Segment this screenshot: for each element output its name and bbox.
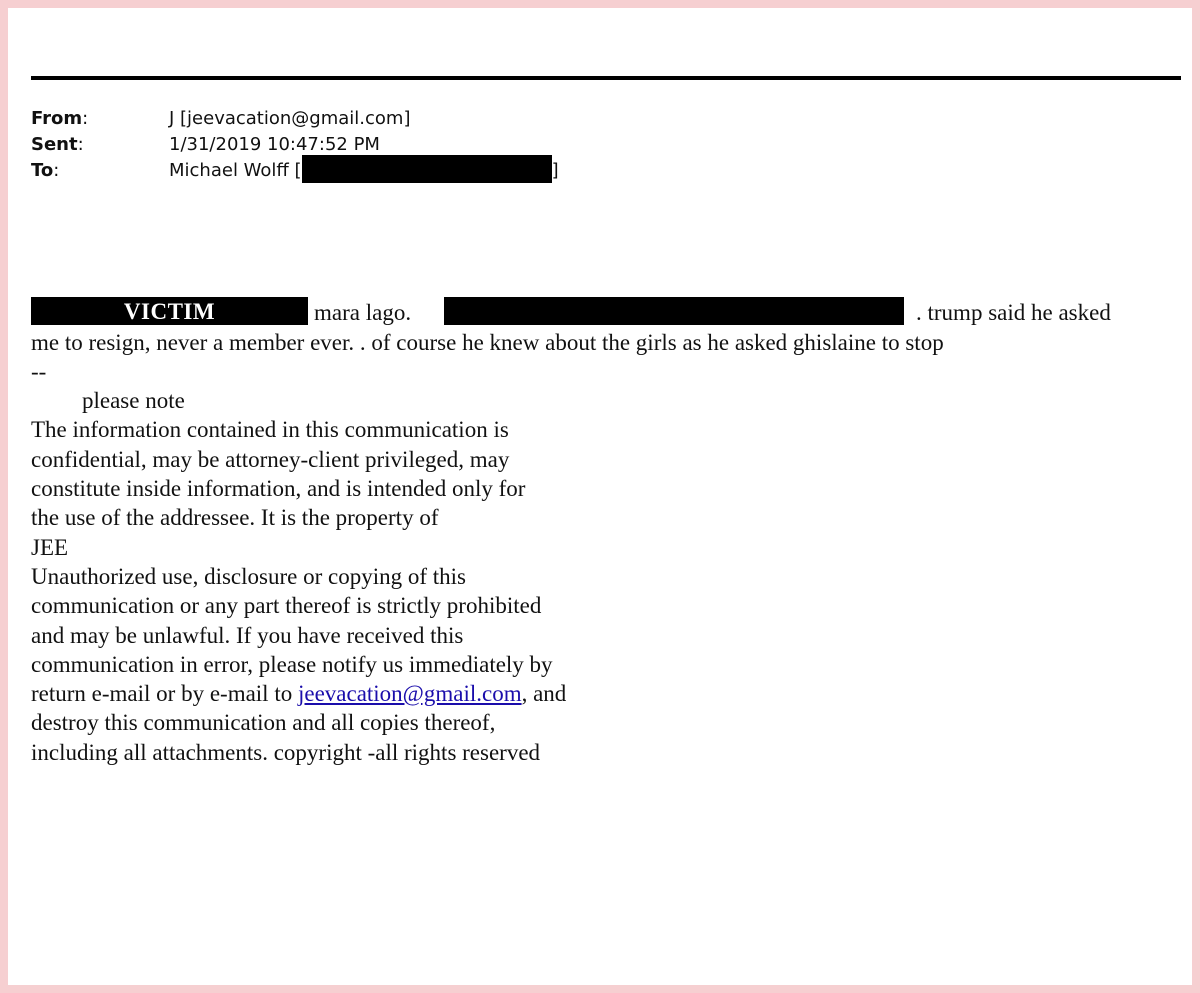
disclaimer-line: constitute inside information, and is intended only for xyxy=(31,476,526,501)
please-note: please note xyxy=(82,388,185,413)
to-value xyxy=(169,158,559,184)
document-page xyxy=(8,8,1192,985)
redaction-bar xyxy=(444,297,904,325)
to-close-bracket: ] xyxy=(551,160,559,181)
signature-separator: -- xyxy=(31,359,47,384)
disclaimer-text: return e-mail or by e-mail to xyxy=(31,681,298,706)
disclaimer-line: including all attachments. copyright -all rights reserved xyxy=(31,740,541,765)
redaction-bar xyxy=(302,155,552,183)
disclaimer-line: confidential, may be attorney-client privileged, may xyxy=(31,447,510,472)
disclaimer-text: , and xyxy=(521,681,567,706)
disclaimer-line: communication in error, please notify us immediately by xyxy=(31,652,553,677)
disclaimer-line: communication or any part thereof is strictly prohibited xyxy=(31,593,542,618)
disclaimer-line xyxy=(31,679,566,708)
from-value: J [jeevacation@gmail.com] xyxy=(169,108,411,129)
message-line2: me to resign, never a member ever. . of course he knew about the girls as he asked ghislaine to stop xyxy=(31,330,944,355)
disclaimer-line: Unauthorized use, disclosure or copying of this xyxy=(31,564,466,589)
disclaimer-line: JEE xyxy=(31,535,69,560)
disclaimer-line: The information contained in this communication is xyxy=(31,417,509,442)
header-rule xyxy=(31,76,1181,80)
message-line1-a: mara lago. xyxy=(314,300,412,325)
to-name: Michael Wolff [ xyxy=(169,160,302,181)
from-row xyxy=(31,106,631,132)
email-link[interactable]: jeevacation@gmail.com xyxy=(297,681,522,706)
to-label: To: xyxy=(31,160,60,181)
sent-label: Sent: xyxy=(31,134,84,155)
disclaimer-line: the use of the addressee. It is the property of xyxy=(31,505,439,530)
victim-redaction-label: VICTIM xyxy=(31,297,308,325)
to-row xyxy=(31,158,631,184)
message-line1-b: . trump said he asked xyxy=(916,300,1111,325)
sent-value: 1/31/2019 10:47:52 PM xyxy=(169,134,380,155)
from-label: From: xyxy=(31,108,89,129)
disclaimer-line: and may be unlawful. If you have received this xyxy=(31,623,464,648)
disclaimer-line: destroy this communication and all copies thereof, xyxy=(31,710,496,735)
